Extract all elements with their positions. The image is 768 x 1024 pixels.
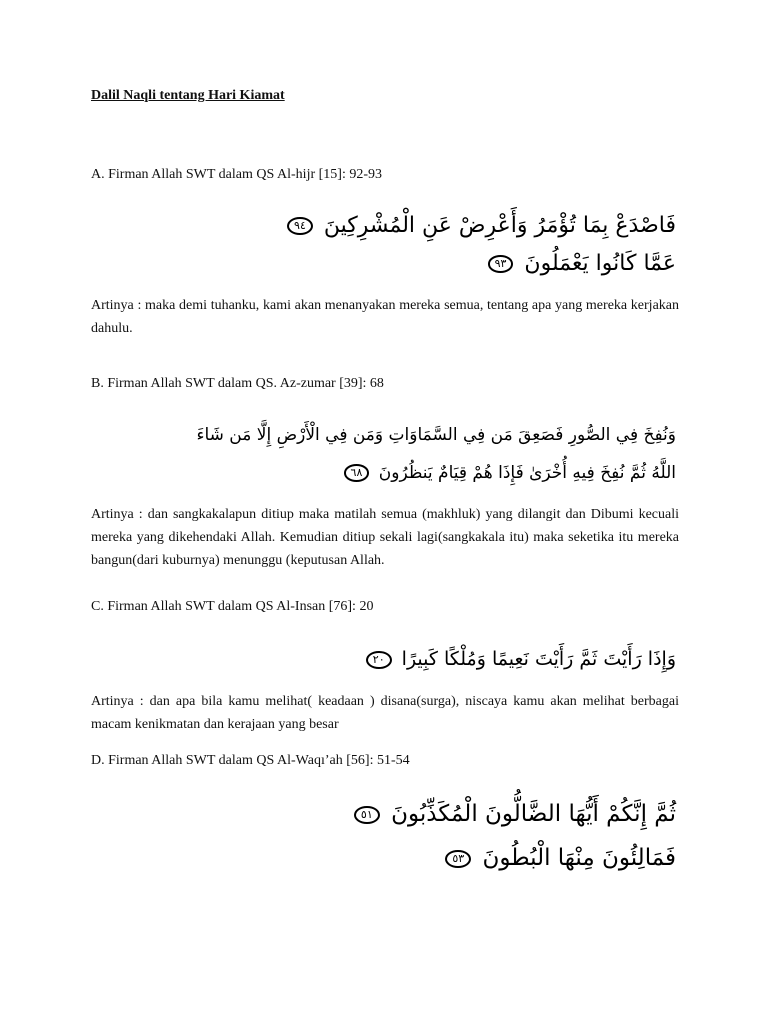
section-a-heading: A. Firman Allah SWT dalam QS Al-hijr [15]: 92-93	[91, 167, 382, 182]
section-d-heading: D. Firman Allah SWT dalam QS Al-Waqı’ah [56]: 51-54	[91, 753, 410, 768]
verse-line	[283, 207, 676, 245]
ayah-number-marker: ٩٣	[488, 255, 514, 273]
section-b-verse	[196, 416, 676, 492]
verse-line	[283, 245, 676, 283]
ayah-number-marker: ٦٨	[344, 464, 370, 482]
section-c-heading: C. Firman Allah SWT dalam QS Al-Insan [76]: 20	[91, 599, 374, 614]
verse-text: اللَّهُ ثُمَّ نُفِخَ فِيهِ أُخْرَىٰ فَإِذَا هُمْ قِيَامٌ يَنظُرُونَ	[378, 463, 676, 483]
verse-line	[362, 641, 676, 677]
ayah-number-marker: ٥٣	[445, 850, 471, 868]
verse-line	[196, 416, 676, 454]
ayah-number-marker: ٥١	[354, 806, 380, 824]
verse-text: فَمَالِئُونَ مِنْهَا الْبُطُونَ	[482, 845, 676, 871]
section-d-verse	[350, 792, 676, 880]
verse-line	[196, 454, 676, 492]
section-a-verse	[283, 207, 676, 283]
section-a-translation: Artinya : maka demi tuhanku, kami akan menanyakan mereka semua, tentang apa yang mereka kerjakan dahulu.	[91, 298, 679, 336]
document-title: Dalil Naqli tentang Hari Kiamat	[91, 88, 285, 103]
verse-text: فَاصْدَعْ بِمَا تُؤْمَرُ وَأَعْرِضْ عَنِ الْمُشْرِكِينَ	[323, 213, 676, 238]
ayah-number-marker: ٢٠	[366, 651, 392, 669]
ayah-number-marker: ٩٤	[287, 217, 313, 235]
section-c-translation: Artinya : dan apa bila kamu melihat( keadaan ) disana(surga), niscaya kamu akan melihat berbagai macam kenikmatan dan kerajaan yang besar	[91, 694, 679, 732]
verse-line	[350, 836, 676, 880]
section-b-translation: Artinya : dan sangkakalapun ditiup maka matilah semua (makhluk) yang dilangit dan Dibumi kecuali mereka yang dikehendaki Allah. Kemudian ditiup sekali lagi(sangkakala itu) maka seketika itu mereka bangun(dari kuburnya) menunggu (keputusan Allah.	[91, 507, 679, 568]
verse-text: وَنُفِخَ فِي الصُّورِ فَصَعِقَ مَن فِي السَّمَاوَاتِ وَمَن فِي الْأَرْضِ إِلَّا مَن شَاءَ	[196, 425, 676, 445]
verse-text: عَمَّا كَانُوا يَعْمَلُونَ	[524, 251, 676, 276]
verse-text: وَإِذَا رَأَيْتَ ثَمَّ رَأَيْتَ نَعِيمًا وَمُلْكًا كَبِيرًا	[401, 648, 676, 670]
section-c-verse	[362, 641, 676, 677]
verse-text: ثُمَّ إِنَّكُمْ أَيُّهَا الضَّالُّونَ الْمُكَذِّبُونَ	[391, 801, 676, 827]
section-b-heading: B. Firman Allah SWT dalam QS. Az-zumar [39]: 68	[91, 376, 384, 391]
verse-line	[350, 792, 676, 836]
